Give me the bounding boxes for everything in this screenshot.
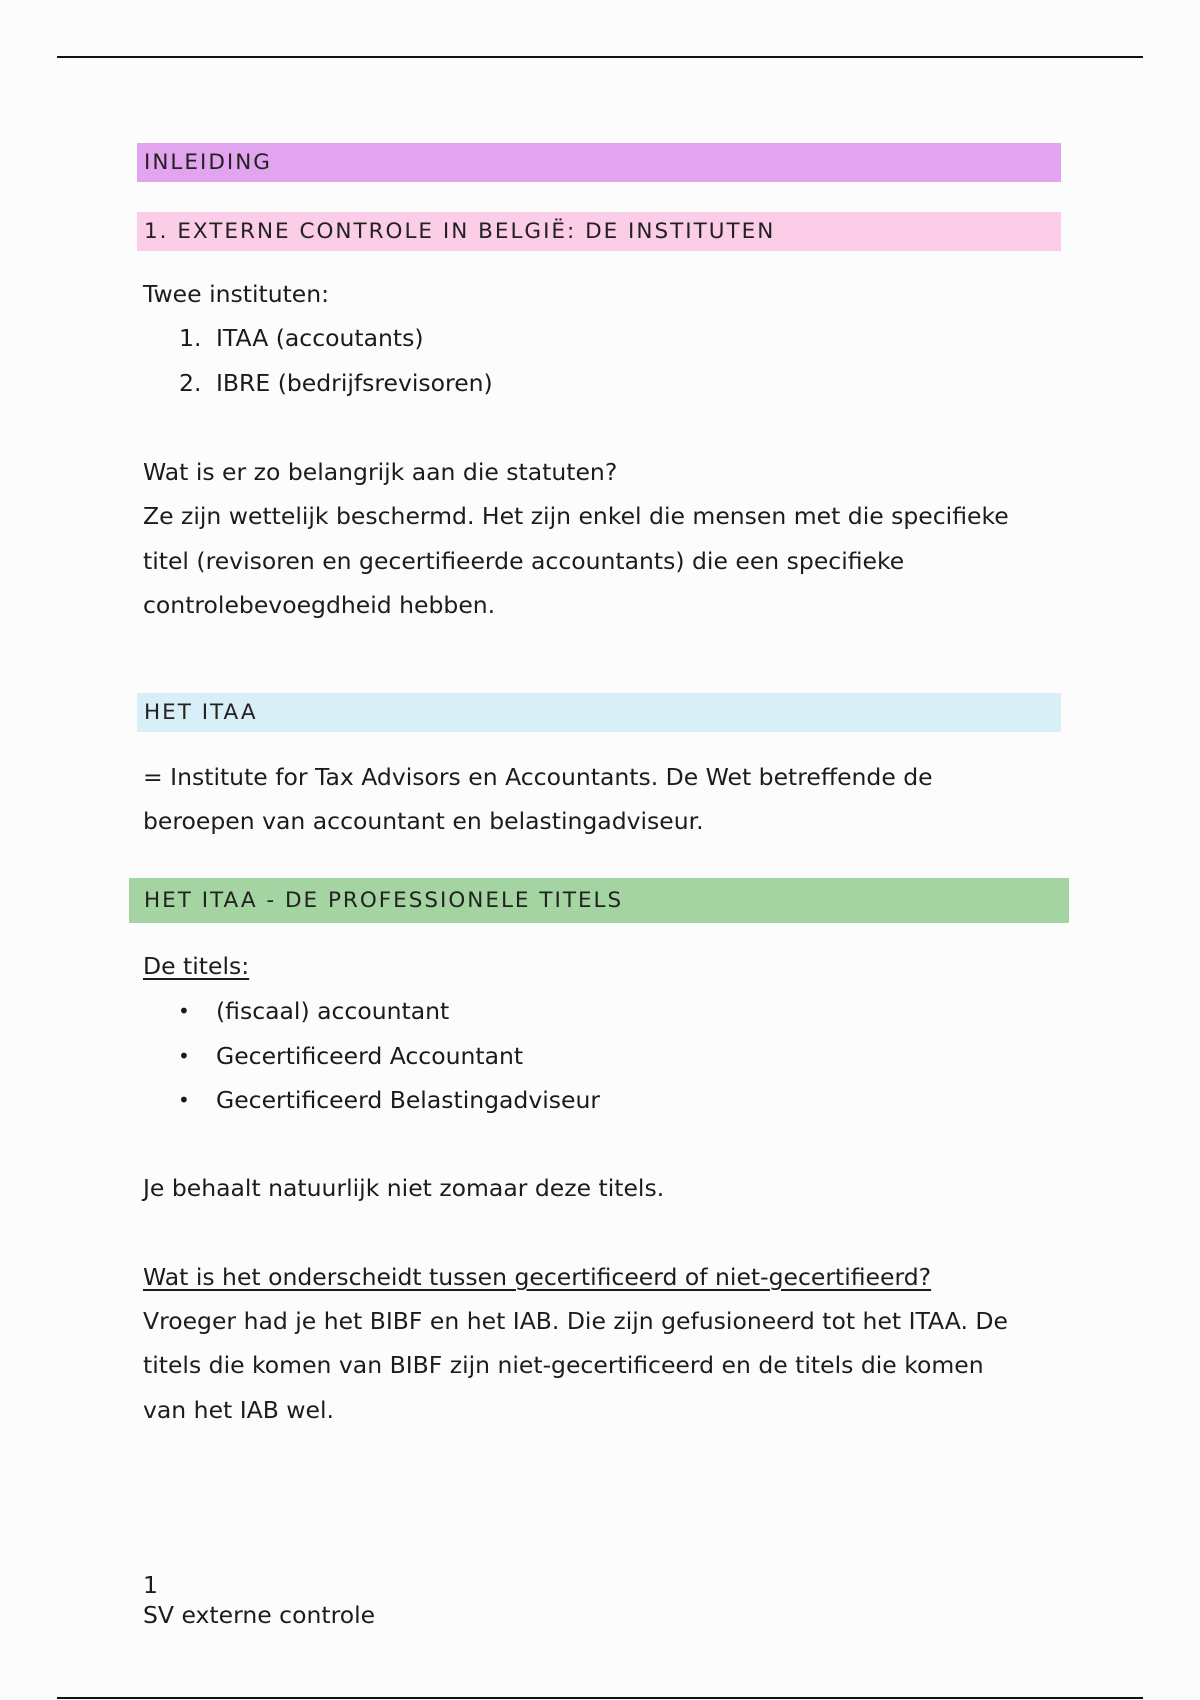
itaa-line: = Institute for Tax Advisors en Accountants. De Wet betreffende de [143,763,933,791]
list-item [143,989,600,1034]
section-heading-externe-controle: 1. EXTERNE CONTROLE IN BELGIË: DE INSTITUTEN [137,212,1061,251]
certificering-line: Vroeger had je het BIBF en het IAB. Die zijn gefusioneerd tot het ITAA. De [143,1307,1008,1335]
statuten-line: titel (revisoren en gecertifieerde accountants) die een specifieke [143,547,905,575]
list-item [143,316,493,361]
section-heading-inleiding: INLEIDING [137,143,1061,182]
section-heading-het-itaa: HET ITAA [137,693,1061,732]
titels-note: Je behaalt natuurlijk niet zomaar deze titels. [143,1174,665,1202]
bottom-rule [57,1697,1143,1699]
page-number: 1 [143,1571,158,1599]
list-number: 2. [179,368,202,397]
list-number: 1. [179,324,202,352]
list-item [143,1078,600,1123]
certificering-line: titels die komen van BIBF zijn niet-gecertificeerd en de titels die komen [143,1351,984,1379]
list-item-text: Gecertificeerd Belastingadviseur [216,1086,601,1114]
list-item [143,361,493,406]
titels-heading: De titels: [143,952,250,980]
bullet-icon: • [178,1043,190,1068]
list-item-text: Gecertificeerd Accountant [216,1041,524,1070]
statuten-line: Ze zijn wettelijk beschermd. Het zijn enkel die mensen met die specifieke [143,502,1009,530]
top-rule [57,56,1143,58]
footer-doc-title: SV externe controle [143,1601,376,1629]
titels-list [143,989,600,1123]
list-item-text: IBRE (bedrijfsrevisoren) [216,368,493,397]
bullet-icon: • [178,1088,190,1112]
certificering-line: van het IAB wel. [143,1396,334,1424]
certificering-question: Wat is het onderscheidt tussen gecertificeerd of niet-gecertifieerd? [143,1263,932,1291]
list-item [143,1034,600,1079]
statuten-line: controlebevoegdheid hebben. [143,591,496,619]
section-heading-professionele-titels: HET ITAA - DE PROFESSIONELE TITELS [129,878,1069,923]
list-item-text: (fiscaal) accountant [216,997,450,1025]
itaa-line: beroepen van accountant en belastingadviseur. [143,807,704,835]
statuten-question: Wat is er zo belangrijk aan die statuten? [143,458,618,486]
instituten-list [143,316,493,405]
instituten-intro: Twee instituten: [143,280,330,308]
list-item-text: ITAA (accoutants) [216,324,424,352]
bullet-icon: • [178,999,190,1023]
